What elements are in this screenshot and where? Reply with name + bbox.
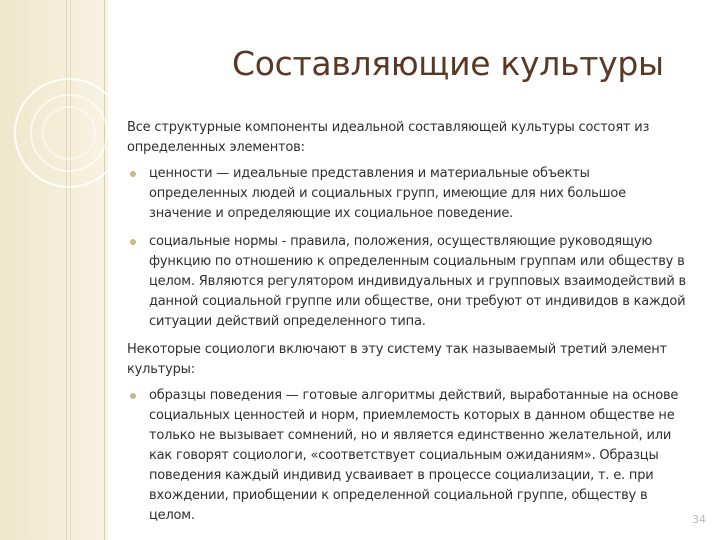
bullet-icon: [130, 171, 136, 177]
bullet-item-values: [127, 164, 692, 224]
bullet-text: ценности — идеальные представления и материальные объекты определенных людей и социальных групп, имеющие для них большое значение и определяющие их социальное поведение.: [149, 166, 626, 221]
decorative-sidebar: [0, 0, 108, 540]
bullet-text: социальные нормы - правила, положения, осуществляющие руководящую функцию по отношению к определенным социальным группам или обществу в целом. Являются регулятором индивидуальных и групповых взаимодействий в данной социальной группе или обществе, они требуют от индивидов в каждой ситуации действий определенного типа.: [149, 234, 687, 329]
bullet-item-behavior-patterns: [127, 386, 692, 526]
sidebar-line: [104, 0, 105, 540]
slide-title: Составляющие культуры: [232, 44, 664, 83]
bullet-text: образцы поведения — готовые алгоритмы действий, выработанные на основе социальных ценностей и норм, приемлемость которых в данном обществе не только не вызывает сомнений, но и является единственно желательной, или как говорят социологи, «соответствует социальным ожиданиям». Образцы поведения каждый индивид усваивает в процессе социализации, т. е. при вхождении, приобщении к определенной социальной группе, обществу в целом.: [149, 388, 679, 523]
middle-paragraph: Некоторые социологи включают в эту систему так называемый третий элемент культуры:: [127, 342, 667, 377]
bullet-icon: [130, 393, 136, 399]
slide-content: [127, 118, 692, 534]
bullet-item-norms: [127, 232, 692, 332]
bullet-icon: [130, 239, 136, 245]
intro-paragraph: Все структурные компоненты идеальной составляющей культуры состоят из определенных элементов:: [127, 120, 650, 155]
decorative-circle: [42, 106, 96, 160]
page-number: 34: [692, 513, 706, 526]
